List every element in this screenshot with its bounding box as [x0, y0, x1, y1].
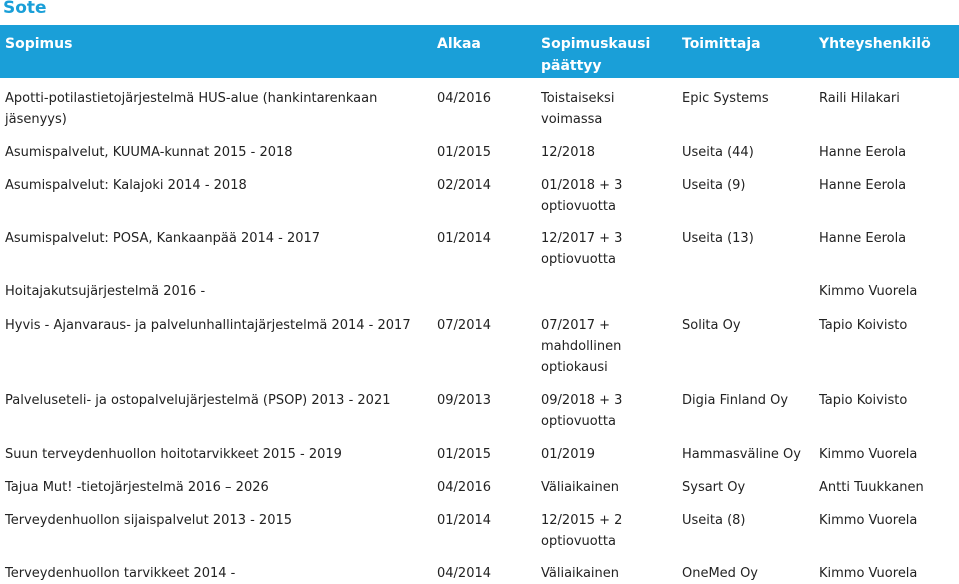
cell-toimittaja: Epic Systems [682, 91, 769, 106]
cell-sopimus[interactable]: Asumispalvelut, KUUMA-kunnat 2015 - 2018 [5, 145, 293, 160]
cell-sopimus[interactable]: Hyvis - Ajanvaraus- ja palvelunhallintajärjestelmä 2014 - 2017 [5, 318, 411, 333]
cell-yhteyshenkilo[interactable]: Hanne Eerola [819, 145, 907, 160]
cell-paattyy: 01/2018 + 3 optiovuotta [541, 178, 623, 214]
cell-yhteyshenkilo[interactable]: Kimmo Vuorela [819, 566, 918, 581]
cell-toimittaja: Useita (44) [682, 145, 754, 160]
cell-alkaa: 01/2014 [437, 231, 492, 246]
cell-alkaa: 07/2014 [437, 318, 492, 333]
cell-paattyy: 12/2015 + 2 optiovuotta [541, 513, 623, 549]
cell-paattyy: 07/2017 + mahdollinen optiokausi [541, 318, 622, 375]
cell-alkaa: 04/2014 [437, 566, 492, 581]
cell-yhteyshenkilo[interactable]: Hanne Eerola [819, 231, 907, 246]
cell-sopimus[interactable]: Hoitajakutsujärjestelmä 2016 - [5, 284, 206, 299]
cell-yhteyshenkilo[interactable]: Antti Tuukkanen [819, 480, 924, 495]
column-header-paattyy[interactable]: Sopimuskausi päättyy [541, 36, 651, 74]
cell-toimittaja: OneMed Oy [682, 566, 758, 581]
cell-sopimus[interactable]: Asumispalvelut: POSA, Kankaanpää 2014 - 2017 [5, 231, 321, 246]
cell-yhteyshenkilo[interactable]: Raili Hilakari [819, 91, 900, 106]
cell-paattyy: 12/2017 + 3 optiovuotta [541, 231, 623, 267]
cell-yhteyshenkilo[interactable]: Kimmo Vuorela [819, 284, 918, 299]
cell-alkaa: 04/2016 [437, 91, 492, 106]
cell-alkaa: 09/2013 [437, 393, 492, 408]
cell-yhteyshenkilo[interactable]: Tapio Koivisto [819, 393, 908, 408]
cell-paattyy: Toistaiseksi voimassa [541, 91, 615, 127]
cell-toimittaja: Hammasväline Oy [682, 447, 801, 462]
cell-alkaa: 01/2014 [437, 513, 492, 528]
cell-sopimus[interactable]: Suun terveydenhuollon hoitotarvikkeet 2015 - 2019 [5, 447, 342, 462]
cell-sopimus[interactable]: Asumispalvelut: Kalajoki 2014 - 2018 [5, 178, 247, 193]
cell-toimittaja: Useita (9) [682, 178, 746, 193]
cell-paattyy: Väliaikainen [541, 566, 620, 581]
cell-paattyy: Väliaikainen [541, 480, 620, 495]
column-header-yhteyshenkilo[interactable]: Yhteyshenkilö [819, 36, 931, 52]
cell-toimittaja: Useita (13) [682, 231, 754, 246]
cell-yhteyshenkilo[interactable]: Hanne Eerola [819, 178, 907, 193]
cell-toimittaja: Sysart Oy [682, 480, 746, 495]
column-header-toimittaja[interactable]: Toimittaja [682, 36, 761, 52]
cell-toimittaja: Digia Finland Oy [682, 393, 789, 408]
cell-paattyy: 12/2018 [541, 145, 596, 160]
cell-alkaa: 01/2015 [437, 145, 492, 160]
cell-paattyy: 09/2018 + 3 optiovuotta [541, 393, 623, 429]
cell-alkaa: 02/2014 [437, 178, 492, 193]
table-header [0, 25, 959, 78]
column-header-sopimus[interactable]: Sopimus [5, 36, 73, 52]
cell-alkaa: 04/2016 [437, 480, 492, 495]
cell-sopimus[interactable]: Palveluseteli- ja ostopalvelujärjestelmä (PSOP) 2013 - 2021 [5, 393, 391, 408]
cell-sopimus[interactable]: Terveydenhuollon sijaispalvelut 2013 - 2015 [5, 513, 293, 528]
cell-paattyy: 01/2019 [541, 447, 596, 462]
cell-yhteyshenkilo[interactable]: Kimmo Vuorela [819, 513, 918, 528]
page-title: Sote [3, 0, 47, 18]
cell-toimittaja: Solita Oy [682, 318, 741, 333]
cell-sopimus[interactable]: Terveydenhuollon tarvikkeet 2014 - [5, 566, 236, 581]
cell-toimittaja: Useita (8) [682, 513, 746, 528]
cell-sopimus[interactable]: Tajua Mut! -tietojärjestelmä 2016 – 2026 [5, 480, 269, 495]
cell-alkaa: 01/2015 [437, 447, 492, 462]
column-header-alkaa[interactable]: Alkaa [437, 36, 481, 52]
cell-sopimus[interactable]: Apotti-potilastietojärjestelmä HUS-alue (hankintarenkaan jäsenyys) [5, 91, 378, 127]
cell-yhteyshenkilo[interactable]: Tapio Koivisto [819, 318, 908, 333]
cell-yhteyshenkilo[interactable]: Kimmo Vuorela [819, 447, 918, 462]
